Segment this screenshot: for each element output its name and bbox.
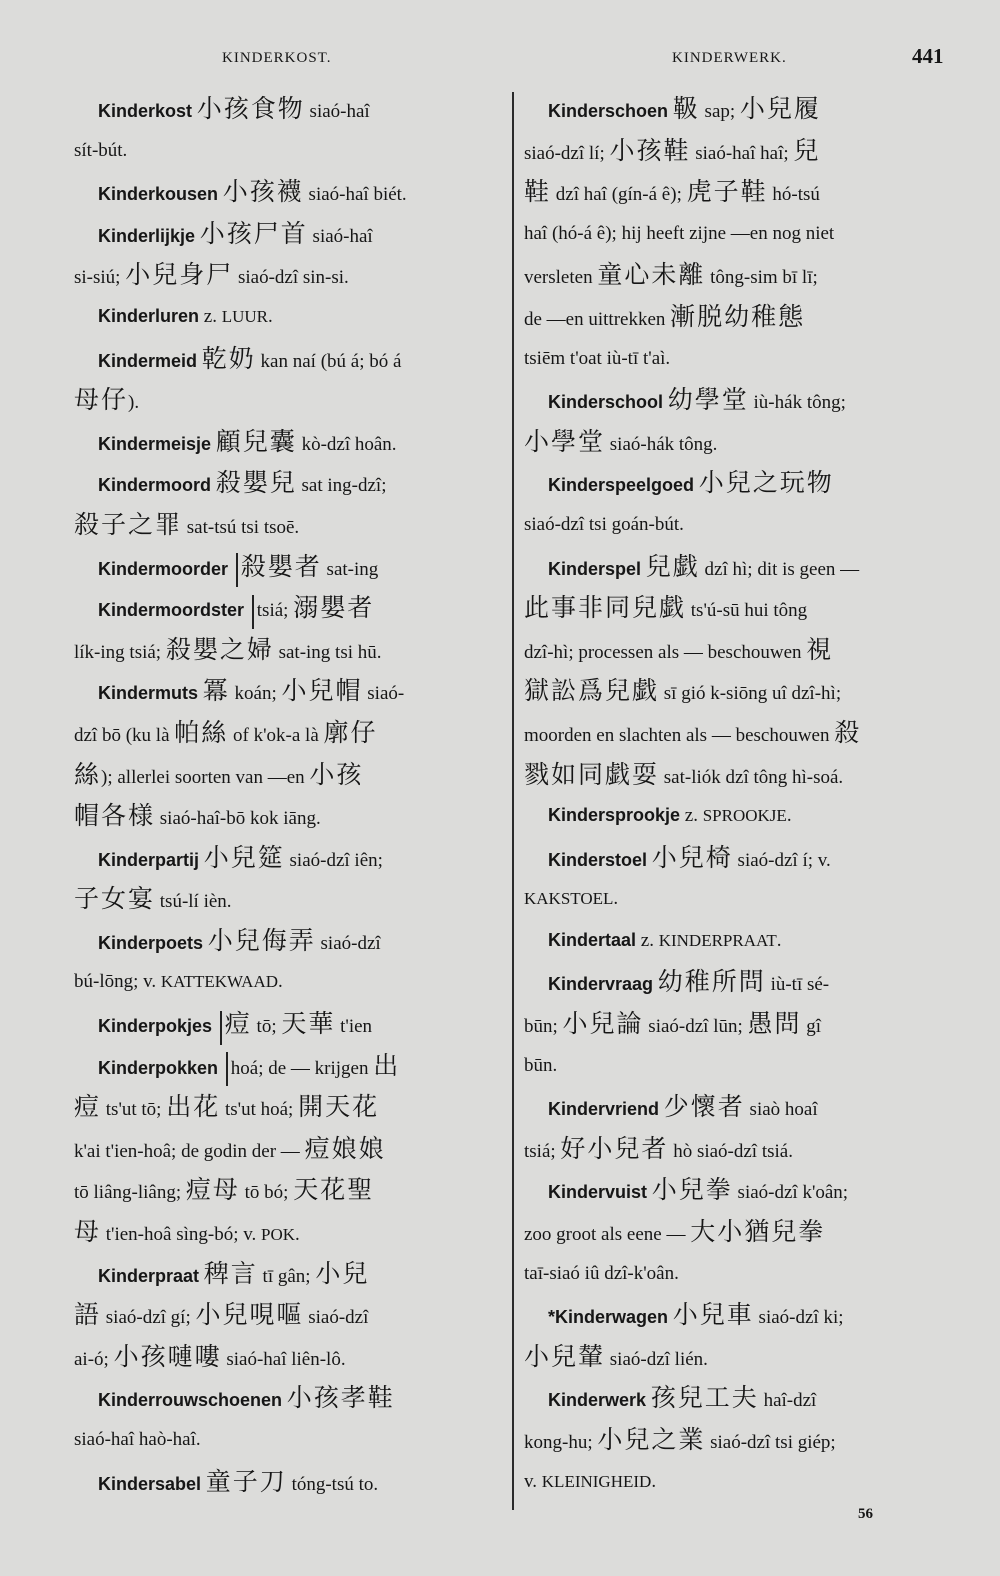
entry-line: Kinderpartij 小兒筵 siaó-dzî iên; (98, 842, 383, 872)
entry-line: Kindertaal z. KINDERPRAAT. (548, 929, 782, 951)
entry-line: būn; 小兒論 siaó-dzî lūn; 愚問 gî (524, 1009, 822, 1039)
entry-line: versleten 童心未離 tông-sim bī lī; (524, 260, 818, 290)
entry-line: siaó-dzî lí; 小孩鞋 siaó-haî haî; 兒 (524, 135, 821, 165)
entry-line: 帽各様 siaó-haî-bō kok iāng. (74, 801, 321, 831)
entry-line: Kinderlijkje 小孩尸首 siaó-haî (98, 218, 373, 248)
entry-line: Kindervuist 小兒拳 siaó-dzî k'oân; (548, 1175, 849, 1205)
entry-line: Kindermeisje 顧兒囊 kò-dzî hoân. (98, 426, 397, 456)
entry-line: Kinderwerk 孩兒工夫 haî-dzî (548, 1383, 817, 1413)
entry-line: 痘 ts'ut tō; 出花 ts'ut hoá; 開天花 (74, 1092, 380, 1122)
entry-line: Kindermoordster tsiá; 溺嬰者 (74, 587, 506, 629)
entry-line: KAKSTOEL. (524, 888, 619, 910)
entry-line: 戮如同戯耍 sat-liók dzî tông hì-soá. (524, 759, 844, 789)
entry-line: k'ai t'ien-hoâ; de godin der — 痘娘娘 (74, 1133, 386, 1163)
entry-line: 語 siaó-dzî gí; 小兒哯嘔 siaó-dzî (74, 1300, 369, 1330)
entry-line: Kindersabel 童子刀 tóng-tsú to. (98, 1466, 379, 1496)
entry-line: tsiá; 好小兒者 hò siaó-dzî tsiá. (524, 1133, 793, 1163)
entry-line: *Kinderwagen 小兒車 siaó-dzî ki; (548, 1300, 844, 1330)
entry-line: v. KLEINIGHEID. (524, 1470, 657, 1492)
entry-line: zoo groot als eene — 大小猶兒拳 (524, 1217, 826, 1247)
entry-line: kong-hu; 小兒之業 siaó-dzî tsi giép; (524, 1425, 836, 1454)
entry-line: bú-lōng; v. KATTEKWAAD. (74, 971, 283, 993)
entry-line: Kinderpokjes 痘 tō; 天華 t'ien (74, 1003, 506, 1045)
running-header-left: KINDERKOST. (222, 50, 332, 66)
entry-line: Kinderpraat 稗言 tī gân; 小兒 (98, 1258, 370, 1288)
entry-line: Kindermeid 乾奶 kan naí (bú á; bó á (98, 343, 402, 373)
entry-line: Kindersprookje z. SPROOKJE. (548, 805, 792, 827)
entry-line: 母 t'ien-hoâ sìng-bó; v. POK. (74, 1217, 300, 1247)
column-divider (512, 92, 514, 1510)
running-header-right: KINDERWERK. (672, 50, 787, 66)
entry-line: 獄訟爲兒戯 sī gió k-siōng uî dzî-hì; (524, 676, 842, 706)
left-column (74, 88, 506, 1502)
entry-line: 殺子之罪 sat-tsú tsi tsoē. (74, 509, 300, 539)
entry-line: taī-siaó iû dzî-k'oân. (524, 1262, 679, 1284)
entry-line: Kinderrouwschoenen 小孩孝鞋 (98, 1383, 395, 1413)
entry-line: Kinderspel 兒戯 dzî hì; dit is geen — (548, 551, 860, 581)
entry-line: 絲); allerlei soorten van —en 小孩 (74, 759, 364, 789)
page-number: 441 (912, 44, 944, 68)
entry-line: Kinderpokken hoá; de — krijgen 出 (74, 1045, 506, 1087)
entry-line: Kindervraag 幼稚所問 iù-tī sé- (548, 967, 830, 997)
entry-line: moorden en slachten als — beschouwen 殺 (524, 717, 862, 747)
entry-line: sít-bút. (74, 139, 128, 161)
entry-line: Kinderkousen 小孩襪 siaó-haî biét. (98, 177, 407, 207)
entry-line: Kinderschool 幼學堂 iù-hák tông; (548, 385, 846, 415)
entry-line: Kinderkost 小孩食物 siaó-haî (98, 94, 370, 123)
entry-line: de —en uittrekken 漸脱幼稚態 (524, 301, 806, 331)
entry-line: 子女宴 tsú-lí ièn. (74, 884, 232, 914)
entry-line: lík-ing tsiá; 殺嬰之婦 sat-ing tsi hū. (74, 634, 382, 664)
entry-line: haî (hó-á ê); hij heeft zijne —en nog niet (524, 222, 835, 244)
entry-line: siaó-dzî tsi goán-bút. (524, 513, 684, 535)
entry-line: Kinderpoets 小兒侮弄 siaó-dzî (98, 925, 381, 955)
entry-line: 鞋 dzî haî (gín-á ê); 虎子鞋 hó-tsú (524, 177, 820, 207)
entry-line: 小兒輦 siaó-dzî lién. (524, 1341, 708, 1371)
entry-line: Kindervriend 少懷者 siaò hoaî (548, 1092, 818, 1122)
right-column (524, 88, 956, 1502)
entry-line: 母仔). (74, 385, 140, 415)
entry-line: dzî-hì; processen als — beschouwen 視 (524, 634, 834, 664)
entry-line: dzî bō (ku là 帕絲 of k'ok-a là 廓仔 (74, 717, 378, 747)
signature-mark: 56 (858, 1506, 873, 1522)
entry-line: 此事非同兒戯 ts'ú-sū hui tông (524, 593, 808, 623)
entry-line: Kinderschoen 靸 sap; 小兒履 (548, 94, 821, 123)
entry-line: 小學堂 siaó-hák tông. (524, 426, 718, 456)
entry-line: siaó-haî haò-haî. (74, 1429, 201, 1450)
entry-line: tsiēm t'oat iù-tī t'aì. (524, 347, 671, 369)
entry-line: ai-ó; 小孩嗹嘍 siaó-haî liên-lô. (74, 1341, 346, 1371)
entry-line: tō liâng-liâng; 痘母 tō bó; 天花聖 (74, 1175, 375, 1205)
entry-line: Kinderstoel 小兒椅 siaó-dzî í; v. (548, 842, 831, 872)
entry-line: si-siú; 小兒身尸 siaó-dzî sin-si. (74, 260, 349, 290)
entry-line: Kindermoord 殺嬰兒 sat ing-dzî; (98, 468, 387, 498)
entry-line: būn. (524, 1054, 558, 1076)
entry-line: Kindermoorder 殺嬰者 sat-ing (74, 546, 506, 588)
entry-line: Kinderluren z. LUUR. (98, 305, 273, 327)
entry-line: Kinderspeelgoed 小兒之玩物 (548, 468, 834, 498)
entry-line: Kindermuts 冪 koán; 小兒帽 siaó- (98, 676, 405, 706)
